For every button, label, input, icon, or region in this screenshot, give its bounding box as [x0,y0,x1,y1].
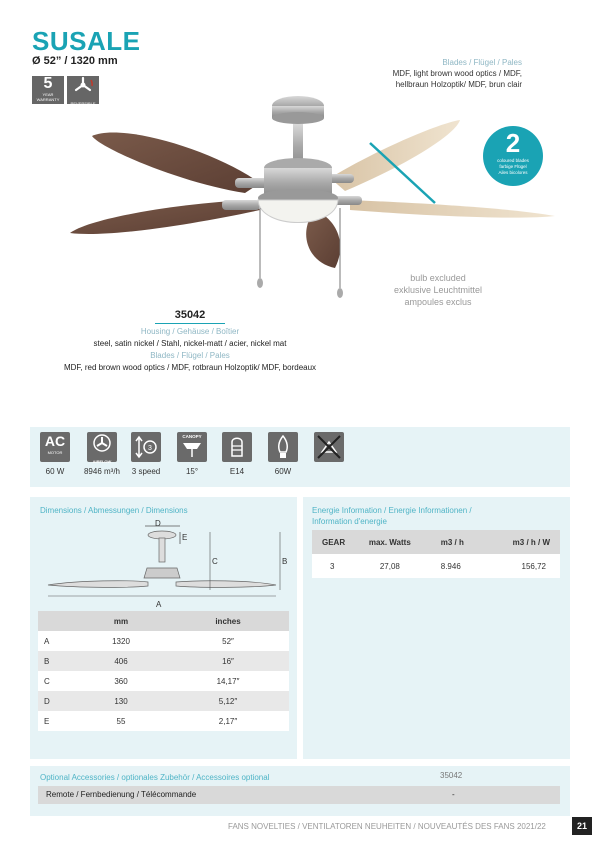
spec-watt: 60 W [45,467,65,476]
housing-value: steel, satin nickel / Stahl, nickel-matt / acier, nickel mat [93,339,287,348]
col-m3hw: m3 / h / W [481,530,560,554]
row-inches: 5,12″ [167,691,289,711]
colour-line2: farbige Flügel [499,164,527,169]
blades-value: MDF, red brown wood optics / MDF, rotbraun Holzoptik/ MDF, bordeaux [63,363,317,372]
row-watts: 27,08 [368,554,440,578]
dimensions-table [38,611,289,731]
col-gear: GEAR [312,530,368,554]
row-inches: 14,17″ [167,671,289,691]
reversible-text: REVERSIBLE [70,101,96,106]
row-mm: 360 [75,671,167,691]
dim-label-a: A [156,600,162,609]
candle-bulb-icon [268,432,298,462]
warranty-text: YEAR WARRANTY [36,92,60,102]
accessory-name: Remote / Fernbedienung / Télécommande [46,790,197,799]
row-mm: 406 [75,651,167,671]
product-size: Ø 52” / 1320 mm [32,55,118,67]
ac-sub: MOTOR [47,450,63,455]
airflow-icon [87,432,117,462]
row-inches: 2,17″ [167,711,289,731]
bulb-note-line3: ampoules exclus [404,297,472,307]
spec-bulb: 60W [274,467,292,476]
blades-heading: Blades / Flügel / Pales [150,351,230,360]
no-light-icon [314,432,344,462]
row-key: B [38,651,75,671]
energy-heading-2: Information d'energie [312,517,387,526]
row-key: C [38,671,75,691]
accessory-value: - [452,790,455,799]
row-mm: 130 [75,691,167,711]
table-row [38,651,289,671]
table-header [312,530,560,554]
row-mm: 1320 [75,631,167,651]
row-key: D [38,691,75,711]
energy-table [312,530,560,578]
row-key: A [38,631,75,651]
bulb-60w-icon [268,432,298,462]
warranty-number: 5 [43,75,53,92]
accessory-row [38,786,560,804]
row-m3hw: 156,72 [481,554,560,578]
article-number: 35042 [155,309,226,324]
col-mm: mm [75,611,167,631]
row-gear: 3 [312,554,368,578]
table-row [38,671,289,691]
dimension-drawing [40,518,290,610]
dim-label-e: E [182,533,188,542]
dim-label-d: D [155,519,161,528]
svg-text:3: 3 [148,445,152,452]
bulb-note [380,272,496,308]
bulb-note-line1: bulb excluded [410,273,466,283]
row-m3h: 8.946 [440,554,481,578]
spec-socket: E14 [229,467,245,476]
spec-canopy: 15° [185,467,199,476]
col-m3h: m3 / h [440,530,481,554]
spec-airflow: 8946 m³/h [83,467,121,476]
canopy-label: CANOPY [182,434,202,439]
crossed-lamp-icon [314,432,344,462]
colour-blades-badge [483,126,543,186]
accessories-heading: Optional Accessories / optionales Zubehör / Accessoires optional [40,773,270,782]
energy-heading-1: Energie Information / Energie Informationen / [312,506,472,515]
col-label [38,611,75,631]
blades-alt-line2: hellbraun Holzoptik/ MDF, brun clair [395,80,522,89]
spec-speed: 3 speed [131,467,161,476]
row-inches: 52″ [167,631,289,651]
table-header [38,611,289,631]
dimensions-heading: Dimensions / Abmessungen / Dimensions [40,506,188,515]
table-row [312,554,560,578]
canopy-icon [177,432,207,462]
bulb-e14-icon [222,432,252,462]
product-details [40,305,340,372]
blades-alt-heading: Blades / Flügel / Pales [442,58,522,67]
row-key: E [38,711,75,731]
dim-label-b: B [282,557,288,566]
ac-label: AC [44,433,66,449]
table-row [38,691,289,711]
footer-text: FANS NOVELTIES / VENTILATOREN NEUHEITEN / NOUVEAUTÉS DES FANS 2021/22 [228,822,546,831]
housing-heading: Housing / Gehäuse / Boîtier [140,327,240,336]
airflow-label: AIRFLOW [92,459,112,464]
product-title: SUSALE [32,26,141,56]
fan-symbol-icon [87,432,117,454]
colour-line1: coloured blades [497,158,529,163]
col-watts: max. Watts [368,530,440,554]
blades-alt-line1: MDF, light brown wood optics / MDF, [392,69,522,78]
blades-alt-note [393,57,522,90]
speed-icon [131,432,161,462]
canopy-angle-icon [177,439,207,461]
page-number: 21 [572,817,592,835]
table-row [38,631,289,651]
dim-label-c: C [212,557,218,566]
socket-icon [222,432,252,462]
colour-count: 2 [505,128,521,158]
fan-image [60,88,560,303]
row-mm: 55 [75,711,167,731]
bulb-note-line2: exklusive Leuchtmittel [393,285,483,295]
speed-arrows-icon [131,432,161,462]
accessories-article: 35042 [440,771,463,780]
table-row [38,711,289,731]
row-inches: 16″ [167,651,289,671]
col-inches: inches [167,611,289,631]
ac-icon [40,432,70,462]
colour-line3: Ailes bicolores [498,170,528,175]
